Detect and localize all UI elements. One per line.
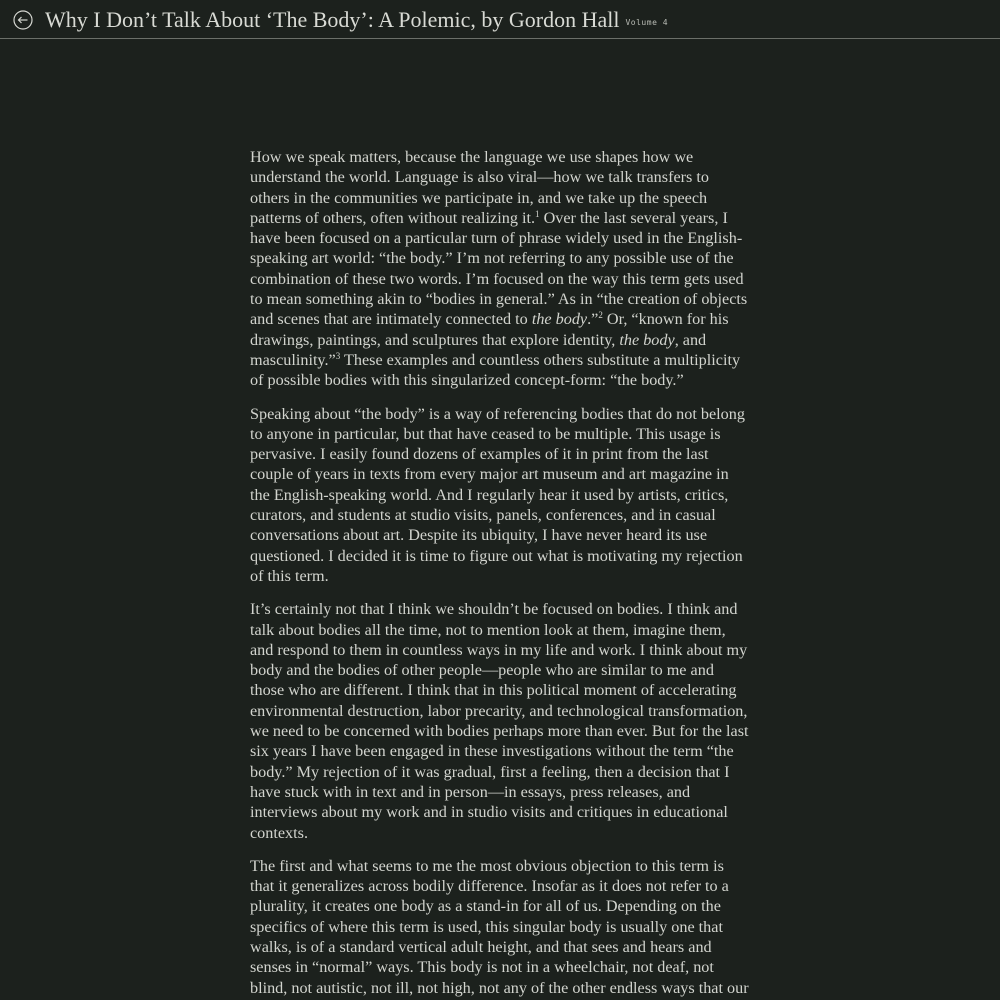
paragraph-text: These examples and countless others substitute a multiplicity of possible bodies with this singularized concept-form: “the body.” xyxy=(250,350,741,390)
top-bar xyxy=(0,0,1000,39)
paragraph-text: , and masculinity.” xyxy=(250,330,707,369)
article-body xyxy=(250,147,750,1000)
footnote-ref-1[interactable]: 1 xyxy=(535,208,540,219)
emphasis: the body xyxy=(619,330,675,349)
paragraph-text: How we speak matters, because the language we use shapes how we understand the world. Language is also viral—how we talk transfers to others in the communities we participate in, and we take up the speech patterns of others, often without realizing it. xyxy=(250,148,709,227)
emphasis: the body xyxy=(531,310,588,329)
article-title: Why I Don’t Talk About ‘The Body’: A Polemic, by Gordon Hall xyxy=(45,7,620,32)
paragraph-4: The first and what seems to me the most obvious objection to this term is that it generalizes across bodily difference. Insofar as it does not refer to a plurality, it creates one body as a stand-in for all of us. Depending on the specifics of where this term is used, this singular body is usually one that walks, is of a standard vertical adult height, and that sees and hears and senses in “normal” ways. This body is not in a wheelchair, not deaf, not blind, not autistic, not ill, not high, not any of the other endless ways that our xyxy=(250,856,749,997)
back-button[interactable] xyxy=(13,10,33,30)
paragraph-2: Speaking about “the body” is a way of referencing bodies that do not belong to anyone in particular, but that have ceased to be multiple. This usage is pervasive. I easily found dozens of examples of it in print from the last couple of years in texts from every major art museum and art magazine in the English-speaking world. And I regularly hear it used by artists, critics, curators, and students at studio visits, panels, conferences, and in casual conversations about art. Despite its ubiquity, I have never heard its use questioned. I decided it is time to figure out what is motivating my rejection of this term. xyxy=(250,404,745,585)
paragraph-text: .” xyxy=(587,310,599,329)
volume-label: Volume 4 xyxy=(625,18,669,27)
paragraph-3: It’s certainly not that I think we shouldn’t be focused on bodies. I think and talk about bodies all the time, not to mention look at them, imagine them, and respond to them in countless ways in my life and work. I think about my body and the bodies of other people—people who are similar to me and those who are different. I think that in this political moment of accelerating environmental destruction, labor precarity, and technological transformation, we need to be concerned with bodies perhaps more than ever. But for the last six years I have been engaged in these investigations without the term “the body.” My rejection of it was gradual, first a feeling, then a decision that I have stuck with in text and in person—in essays, press releases, and interviews about my work and in studio visits and critiques in educational contexts. xyxy=(250,600,749,842)
arrow-left-circle-icon xyxy=(13,10,33,30)
footnote-ref-3[interactable]: 3 xyxy=(335,350,341,361)
paragraph-text: Or, “known for his drawings, paintings, and sculptures that explore identity, xyxy=(250,310,729,349)
footnote-ref-2[interactable]: 2 xyxy=(598,310,603,321)
paragraph-1 xyxy=(250,147,750,391)
paragraph-text: Over the last several years, I have been focused on a particular turn of phrase widely used in the English-speaking art world: “the body.” I’m not referring to any possible use of the combination of these two words. I’m focused on the way this term gets used to mean something akin to “bodies in general.” As in “the creation of objects and scenes that are intimately connected to xyxy=(250,208,748,329)
page-title xyxy=(45,6,668,37)
